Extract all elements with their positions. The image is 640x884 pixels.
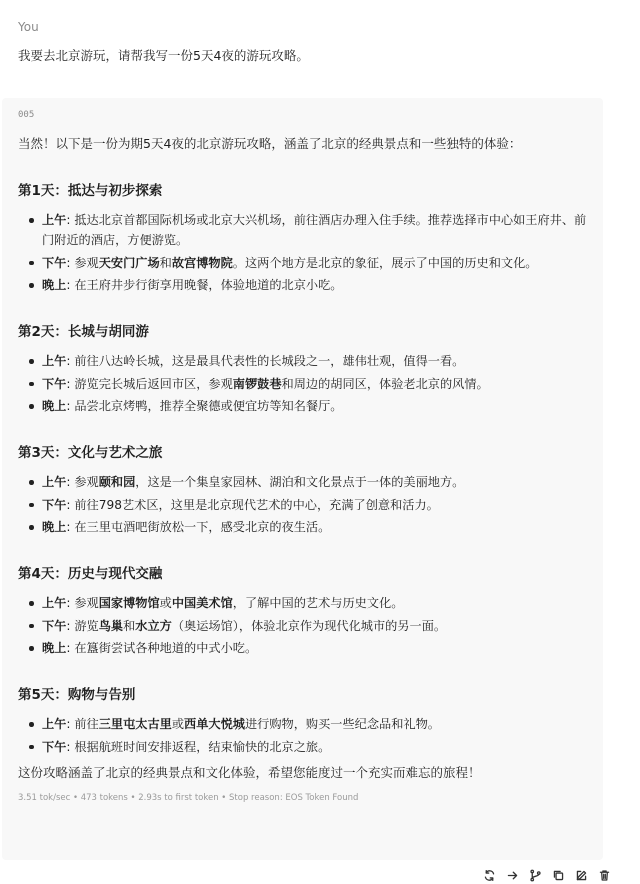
item-text: 或 <box>171 717 185 731</box>
time-of-day-label: 晚上 <box>42 278 67 292</box>
item-text: 进行购物，购买一些纪念品和礼物。 <box>244 717 440 731</box>
item-text: : 参观 <box>66 596 99 610</box>
item-text: : 前往798艺术区，这里是北京现代艺术的中心，充满了创意和活力。 <box>66 497 439 512</box>
generation-stats: 3.51 tok/sec • 473 tokens • 2.93s to first token • Stop reason: EOS Token Found <box>18 792 359 803</box>
day-heading: 第4天：历史与现代交融 <box>18 566 163 582</box>
assistant-content <box>18 134 593 803</box>
time-of-day-label: 上午 <box>42 717 67 731</box>
highlighted-place: 中国美术馆 <box>171 596 233 610</box>
time-of-day-label: 下午 <box>42 376 67 391</box>
item-text: : 在簋街尝试各种地道的中式小吃。 <box>66 641 258 655</box>
highlighted-place: 故宫博物院 <box>171 255 233 270</box>
copy-button[interactable] <box>549 866 567 884</box>
time-of-day-label: 上午 <box>42 213 67 227</box>
user-role-label: You <box>18 20 39 34</box>
edit-icon <box>575 869 588 882</box>
list-item <box>18 253 593 273</box>
regenerate-icon <box>483 869 496 882</box>
item-text: 和周边的胡同区，体验老北京的风情。 <box>281 376 489 391</box>
item-text: : 根据航班时间安排返程，结束愉快的北京之旅。 <box>66 739 331 754</box>
time-of-day-label: 上午 <box>42 354 67 368</box>
time-of-day-label: 晚上 <box>42 399 67 413</box>
continue-button[interactable] <box>503 866 521 884</box>
list-item <box>18 593 593 613</box>
delete-icon <box>598 869 611 882</box>
item-text: 。这两个地方是北京的象征，展示了中国的历史和文化。 <box>232 255 538 270</box>
item-text: : 游览 <box>66 618 99 633</box>
time-of-day-label: 上午 <box>42 475 67 489</box>
highlighted-place: 天安门广场 <box>98 255 160 270</box>
time-of-day-label: 下午 <box>42 739 67 754</box>
item-text: : 游览完长城后返回市区，参观 <box>66 376 233 391</box>
day-items-list <box>18 472 593 537</box>
list-item <box>18 396 593 416</box>
time-of-day-label: 下午 <box>42 618 67 633</box>
highlighted-place: 鸟巢 <box>98 618 124 633</box>
highlighted-place: 西单大悦城 <box>184 717 245 731</box>
item-text: 或 <box>159 596 172 610</box>
highlighted-place: 水立方 <box>135 618 172 633</box>
time-of-day-label: 上午 <box>42 596 67 610</box>
day-items-list <box>18 210 593 295</box>
highlighted-place: 南锣鼓巷 <box>232 376 282 391</box>
time-of-day-label: 晚上 <box>42 641 67 655</box>
continue-icon <box>506 869 519 882</box>
list-item <box>18 472 593 492</box>
highlighted-place: 三里屯太古里 <box>98 717 172 731</box>
day-heading: 第2天：长城与胡同游 <box>18 324 149 340</box>
list-item <box>18 374 593 394</box>
list-item <box>18 616 593 636</box>
item-text: : 品尝北京烤鸭，推荐全聚德或便宜坊等知名餐厅。 <box>66 399 343 413</box>
item-text: 和 <box>159 255 172 270</box>
day-heading: 第1天：抵达与初步探索 <box>18 183 163 199</box>
model-id-label: 005 <box>18 110 35 120</box>
day-items-list <box>18 593 593 658</box>
item-text: ，这是一个集皇家园林、湖泊和文化景点于一体的美丽地方。 <box>135 475 465 489</box>
day-items-list <box>18 351 593 416</box>
item-text: （奥运场馆），体验北京作为现代化城市的另一面。 <box>171 618 447 633</box>
item-text: : 参观 <box>66 475 99 489</box>
list-item <box>18 210 593 250</box>
copy-icon <box>552 869 565 882</box>
item-text: : 在三里屯酒吧街放松一下，感受北京的夜生活。 <box>66 520 331 534</box>
item-text: : 在王府井步行街享用晚餐，体验地道的北京小吃。 <box>66 278 343 292</box>
highlighted-place: 颐和园 <box>98 475 136 489</box>
list-item <box>18 275 593 295</box>
branch-icon <box>529 869 542 882</box>
user-message-text: 我要去北京游玩，请帮我写一份5天4夜的游玩攻略。 <box>18 48 309 63</box>
item-text: : 前往八达岭长城，这是最具代表性的长城段之一，雄伟壮观，值得一看。 <box>66 354 465 368</box>
list-item <box>18 714 593 734</box>
list-item <box>18 737 593 757</box>
item-text: 和 <box>123 618 136 633</box>
list-item <box>18 351 593 371</box>
regenerate-button[interactable] <box>480 866 498 884</box>
item-text: : 前往 <box>66 717 99 731</box>
time-of-day-label: 下午 <box>42 497 67 512</box>
time-of-day-label: 晚上 <box>42 520 67 534</box>
item-text: : 抵达北京首都国际机场或北京大兴机场，前往酒店办理入住手续。推荐选择市中心如王府井、前门附近的酒店，方便游览。 <box>42 213 587 247</box>
branch-button[interactable] <box>526 866 544 884</box>
itinerary <box>18 180 593 757</box>
highlighted-place: 国家博物馆 <box>98 596 160 610</box>
day-heading: 第3天：文化与艺术之旅 <box>18 445 163 461</box>
time-of-day-label: 下午 <box>42 255 67 270</box>
list-item <box>18 495 593 515</box>
assistant-intro: 当然！以下是一份为期5天4夜的北京游玩攻略，涵盖了北京的经典景点和一些独特的体验： <box>18 136 522 151</box>
item-text: ，了解中国的艺术与历史文化。 <box>232 596 404 610</box>
message-actions <box>480 866 613 884</box>
delete-button[interactable] <box>595 866 613 884</box>
list-item <box>18 638 593 658</box>
assistant-message <box>2 98 603 860</box>
assistant-closing: 这份攻略涵盖了北京的经典景点和文化体验，希望您能度过一个充实而难忘的旅程！ <box>18 764 481 780</box>
list-item <box>18 517 593 537</box>
day-heading: 第5天：购物与告别 <box>18 687 136 703</box>
edit-button[interactable] <box>572 866 590 884</box>
day-items-list <box>18 714 593 757</box>
item-text: : 参观 <box>66 255 99 270</box>
